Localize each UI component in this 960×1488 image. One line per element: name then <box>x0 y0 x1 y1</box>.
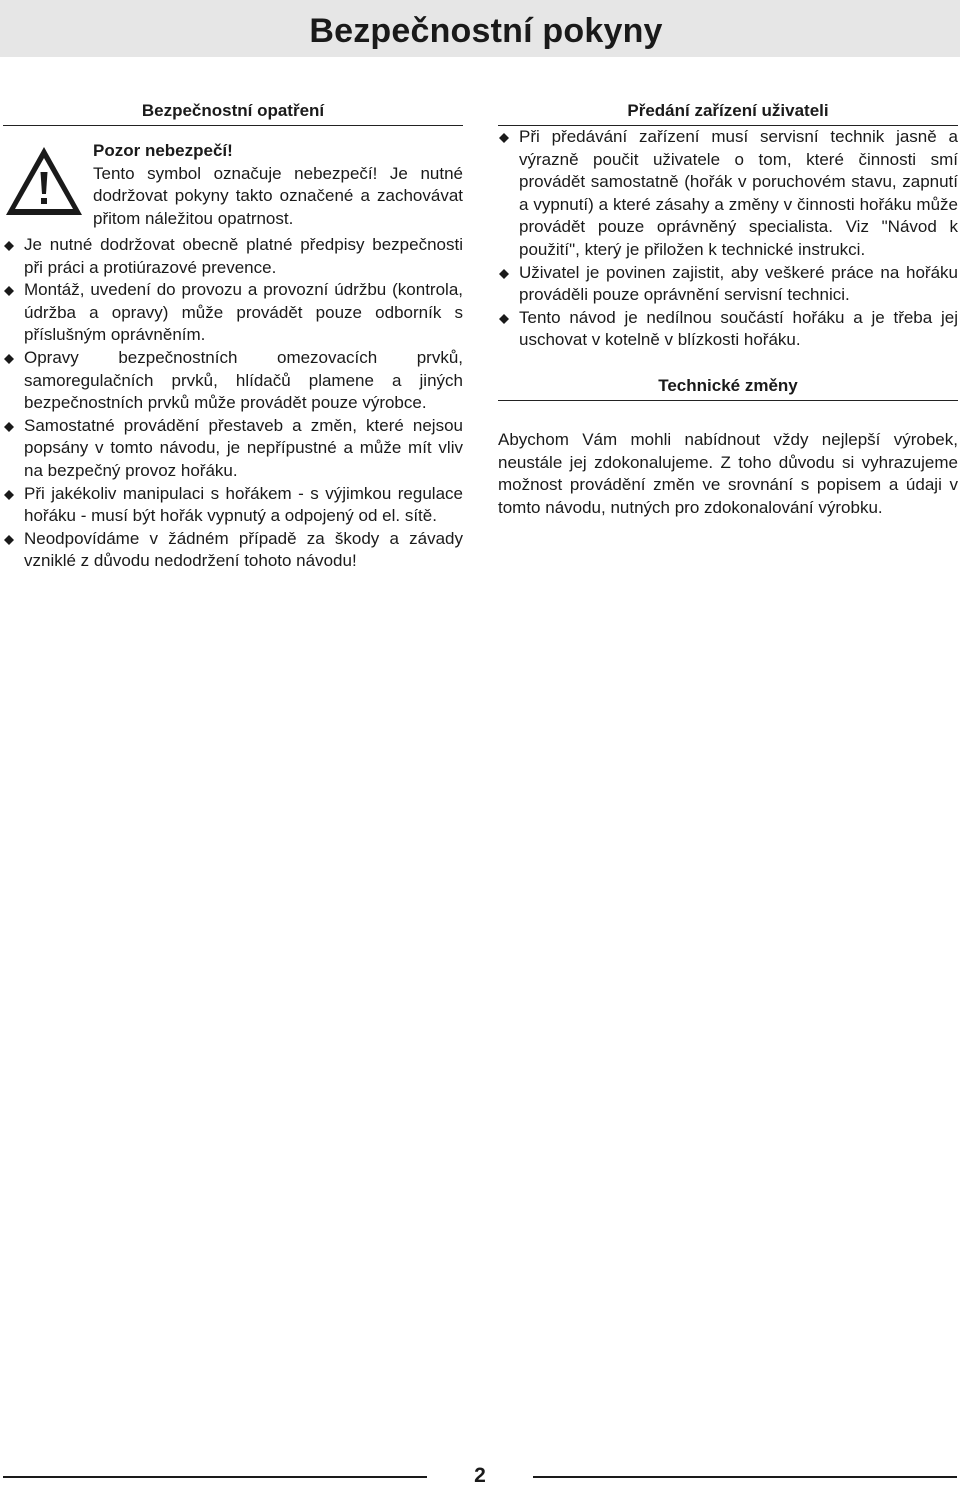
warning-triangle-icon <box>3 144 85 218</box>
footer-rule-right <box>533 1476 957 1478</box>
list-item <box>3 483 463 528</box>
list-item-text: Opravy bezpečnostních omezovacích prvků, samoregulačních prvků, hlídačů plamene a jiných bezpečnostních prvků může provádět pouze výrobce. <box>24 347 463 413</box>
right-column <box>498 100 958 519</box>
list-item <box>3 279 463 347</box>
safety-list <box>3 234 463 573</box>
warning-text <box>93 140 463 230</box>
list-item-text: Tento návod je nedílnou součástí hořáku a je třeba jej uschovat v kotelně v blízkosti hořáku. <box>519 307 958 350</box>
warning-title: Pozor nebezpečí! <box>93 141 233 160</box>
diamond-bullet-icon <box>4 286 14 296</box>
handover-list <box>498 126 958 352</box>
list-item-text: Uživatel je povinen zajistit, aby veškeré práce na hořáku prováděli pouze oprávnění servisní technici. <box>519 262 958 305</box>
diamond-bullet-icon <box>499 314 509 324</box>
list-item-text: Montáž, uvedení do provozu a provozní údržbu (kontrola, údržba a opravy) může provádět pouze odborník s příslušným oprávněním. <box>24 280 463 345</box>
list-item <box>3 234 463 279</box>
warning-description: Tento symbol označuje nebezpečí! Je nutné dodržovat pokyny takto označené a zachovávat přitom náležitou opatrnost. <box>93 163 463 228</box>
diamond-bullet-icon <box>499 269 509 279</box>
list-item <box>3 528 463 573</box>
list-item <box>3 347 463 415</box>
list-item-text: Neodpovídáme v žádném případě za škody a závady vzniklé z důvodu nedodržení tohoto návodu! <box>24 528 463 571</box>
diamond-bullet-icon <box>499 133 509 143</box>
list-item <box>498 262 958 307</box>
diamond-bullet-icon <box>4 535 14 545</box>
list-item-text: Při jakékoliv manipulaci s hořákem - s výjimkou regulace hořáku - musí být hořák vypnutý a odpojený od el. sítě. <box>24 483 463 526</box>
left-column <box>3 100 463 573</box>
list-item <box>498 307 958 352</box>
page-title: Bezpečnostní pokyny <box>309 12 663 50</box>
list-item-text: Samostatné provádění přestaveb a změn, které nejsou popsány v tomto návodu, je nepřípustné a může mít vliv na bezpečný provoz hořáku. <box>24 415 463 480</box>
list-item-text: Je nutné dodržovat obecně platné předpisy bezpečnosti při práci a protiúrazové prevence. <box>24 235 463 277</box>
diamond-bullet-icon <box>4 422 14 432</box>
section-heading-handover: Předání zařízení uživateli <box>498 100 958 126</box>
diamond-bullet-icon <box>4 490 14 500</box>
list-item-text: Při předávání zařízení musí servisní technik jasně a výrazně poučit uživatele o tom, které činnosti smí provádět samostatně (hořák v poruchovém stavu, zapnutí a vypnutí) a které zásahy a změny v činnosti hořáku může provádět pouze oprávněný specialista. Viz "Návod k použití", který je přiložen k technické instrukci. <box>519 127 958 259</box>
section-heading-technical-changes: Technické změny <box>498 375 958 401</box>
technical-changes-text: Abychom Vám mohli nabídnout vždy nejlepší výrobek, neustále jej zdokonalujeme. Z toho důvodu si vyhrazujeme možnost provádění změn ve srovnání s popisem a údaji v tomto návodu, nutných pro zdokonalování výrobku. <box>498 429 958 517</box>
list-item <box>498 126 958 262</box>
page-number: 2 <box>474 1464 486 1487</box>
diamond-bullet-icon <box>4 241 14 251</box>
list-item <box>3 415 463 483</box>
warning-block <box>3 140 463 234</box>
diamond-bullet-icon <box>4 354 14 364</box>
section-heading-safety: Bezpečnostní opatření <box>3 100 463 126</box>
